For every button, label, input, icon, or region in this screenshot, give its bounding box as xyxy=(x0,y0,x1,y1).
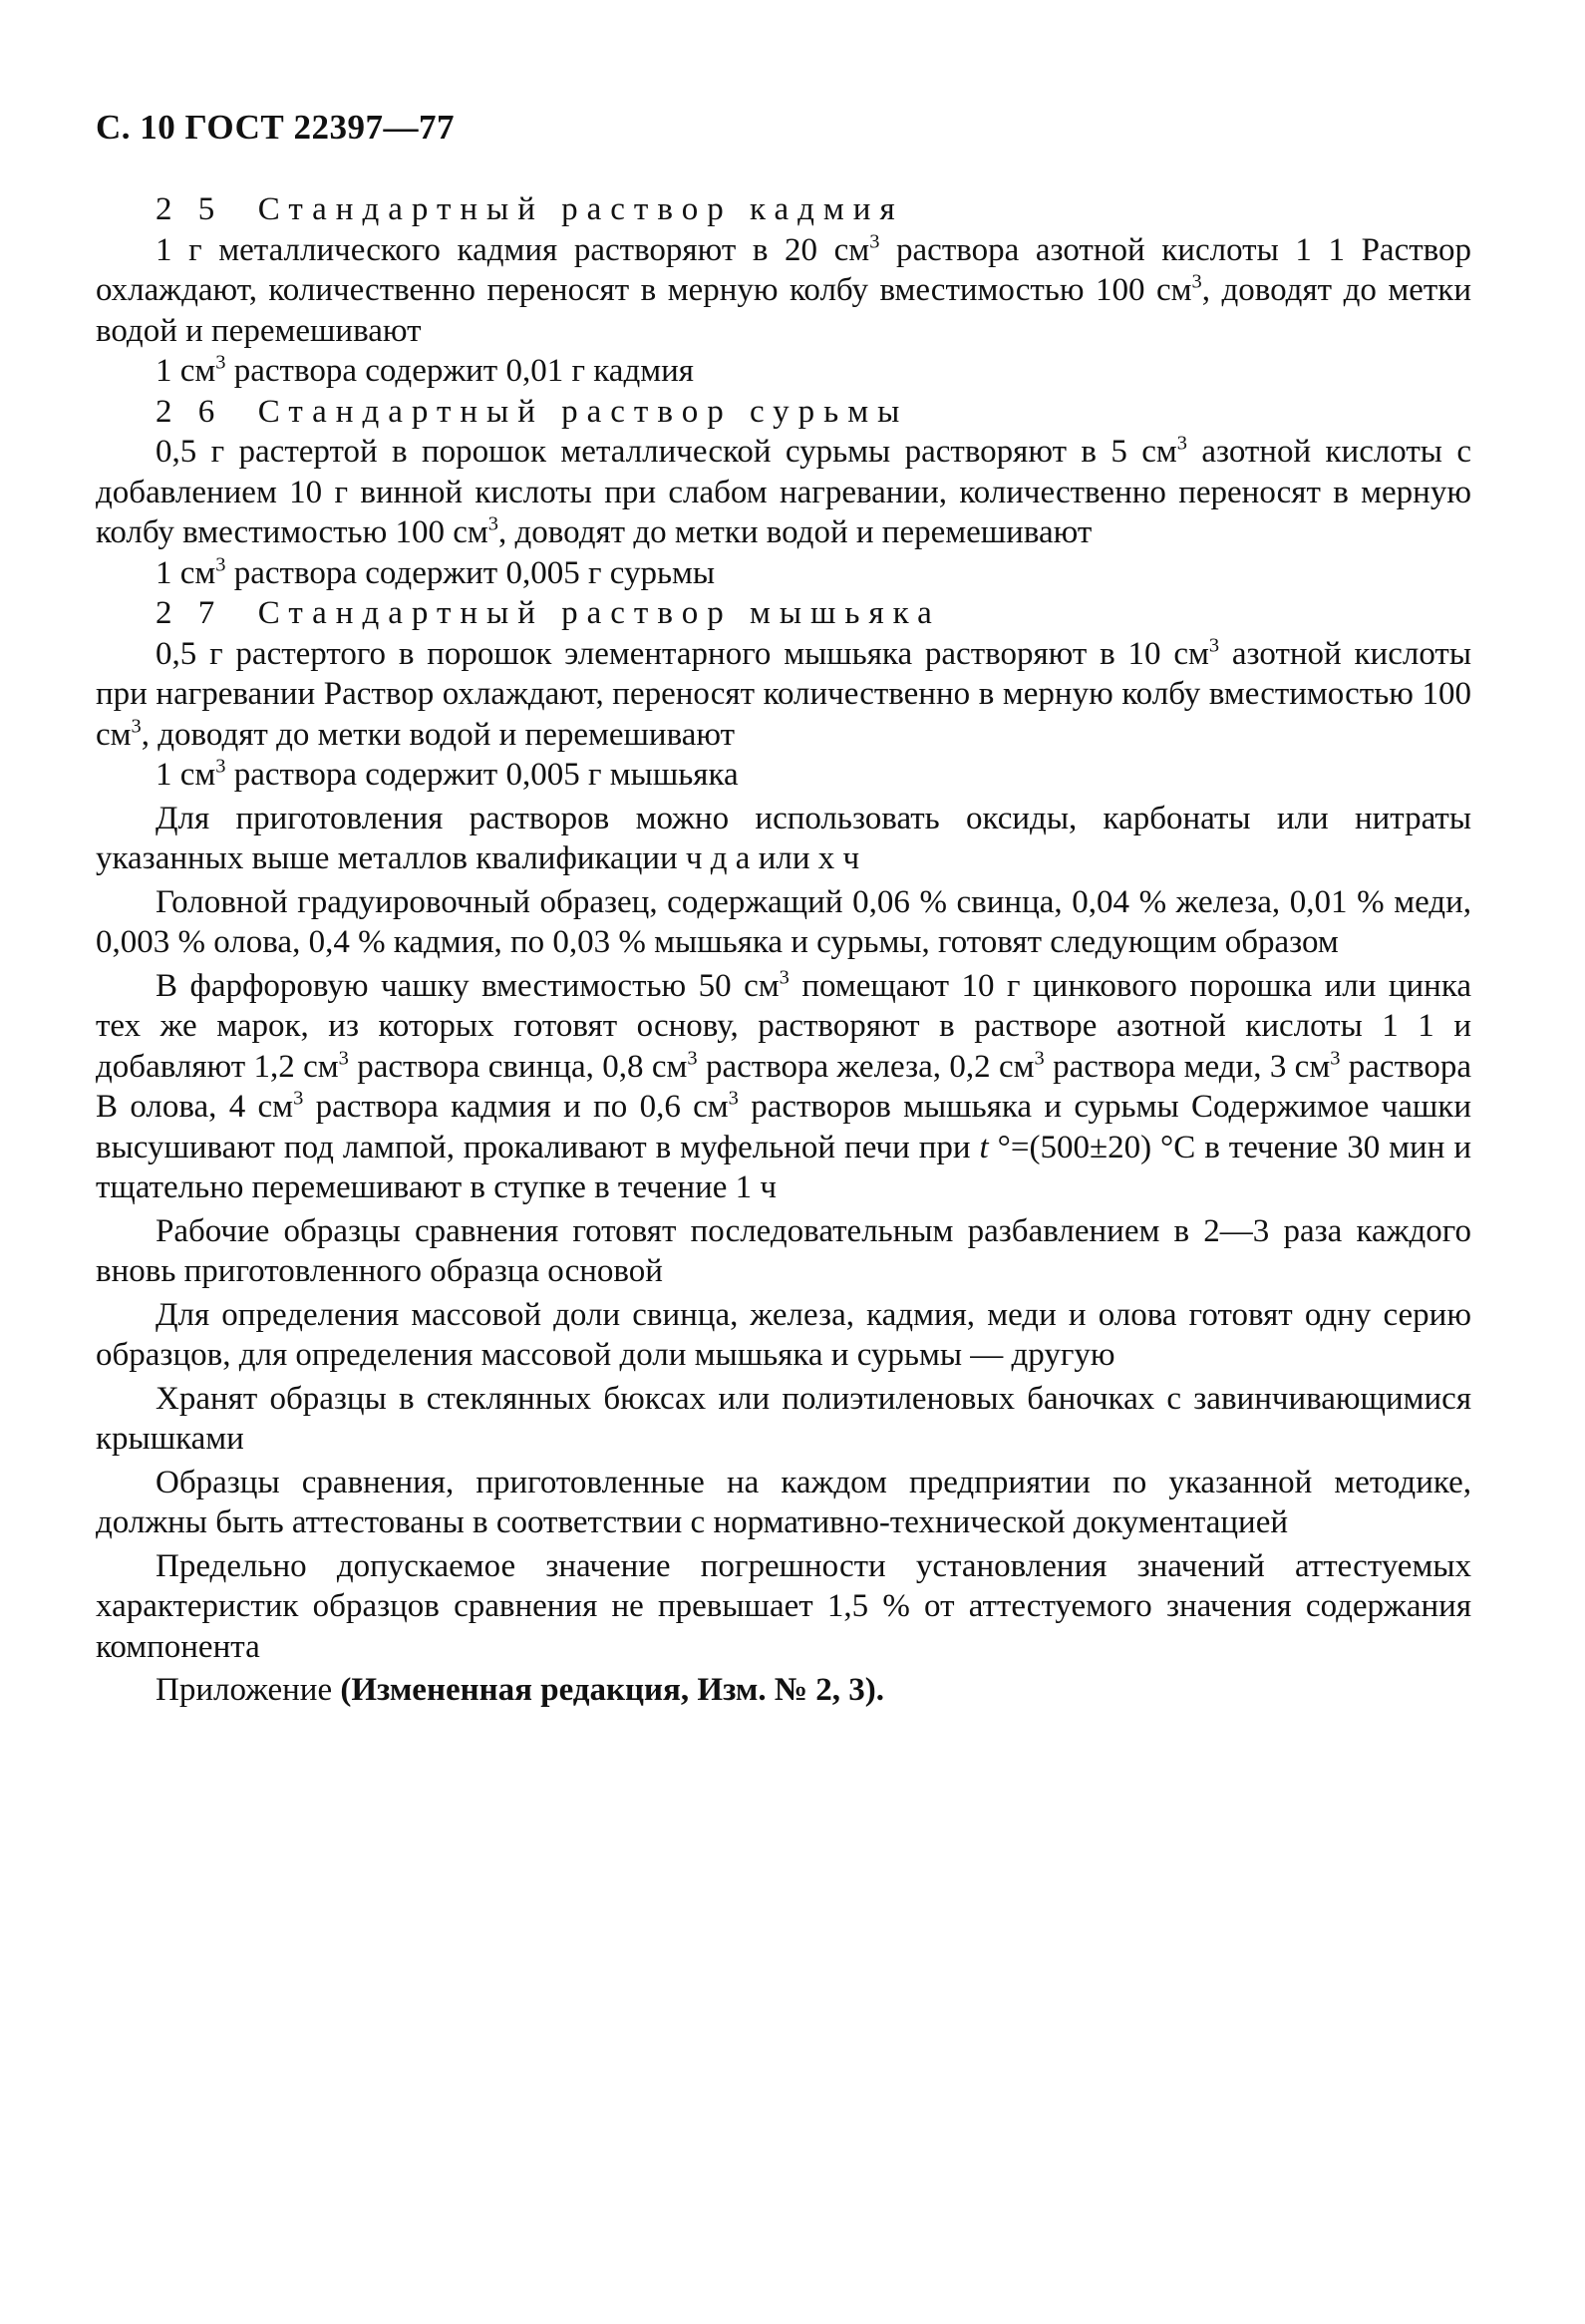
superscript: 3 xyxy=(728,1087,739,1110)
text-run: азотной кислоты с добавлением 10 г винной кислоты при слабом нагревании, количественно переносят в мерную колбу вместимостью 100 см xyxy=(96,434,1471,550)
text-run: 1 см xyxy=(156,353,216,389)
paragraph-storage: Хранят образцы в стеклянных бюксах или полиэтиленовых баночках с завинчивающимися крышками xyxy=(96,1380,1471,1457)
text-run: 0,5 г растертой в порошок металлической сурьмы растворяют в 5 см xyxy=(156,434,1177,470)
superscript: 3 xyxy=(215,552,226,575)
text-run: 1 см xyxy=(156,554,216,591)
text-run: раствора кадмия и по 0,6 см xyxy=(303,1089,729,1125)
paragraph-head-sample: Головной градуировочный образец, содержащий 0,06 % свинца, 0,04 % железа, 0,01 % меди, 0,003 % олова, 0,4 % кадмия, по 0,03 % мышьяка и сурьмы, готовят следующим образом xyxy=(96,883,1471,960)
paragraph xyxy=(96,755,1471,796)
superscript: 3 xyxy=(869,229,880,252)
section-title: Стандартный раствор сурьмы xyxy=(257,393,909,430)
text-run: растворов мышьяка и сурьмы Содержимое чашки высушивают под лампой, прокаливают в муфельной печи при xyxy=(96,1089,1472,1165)
section-number: 2 7 xyxy=(156,595,224,631)
superscript: 3 xyxy=(1208,633,1220,656)
section-number: 2 6 xyxy=(156,393,224,430)
text-run: раствора содержит 0,01 г кадмия xyxy=(225,353,694,389)
superscript: 3 xyxy=(779,965,790,988)
paragraph xyxy=(96,351,1471,392)
text-run: раствора азотной кислоты 1 1 Раствор охлаждают, количественно переносят в мерную колбу вместимостью 100 см xyxy=(96,231,1472,308)
superscript: 3 xyxy=(1191,270,1202,293)
section-heading-2-7 xyxy=(96,593,1471,634)
superscript: 3 xyxy=(215,351,226,374)
paragraph-series: Для определения массовой доли свинца, железа, кадмия, меди и олова готовят одну серию образцов, для определения массовой доли мышьяка и сурьмы — другую xyxy=(96,1296,1471,1373)
paragraph-oxides: Для приготовления растворов можно использовать оксиды, карбонаты или нитраты указанных выше металлов квалификации ч д а или х ч xyxy=(96,800,1471,876)
paragraph-working-samples: Рабочие образцы сравнения готовят последовательным разбавлением в 2—3 раза каждого вновь приготовленного образца основой xyxy=(96,1212,1471,1289)
text-run: Приложение xyxy=(156,1672,341,1708)
superscript: 3 xyxy=(215,755,226,778)
paragraph xyxy=(96,634,1471,756)
text-run: раствора железа, 0,2 см xyxy=(697,1048,1035,1085)
superscript: 3 xyxy=(1176,432,1187,455)
text-run: , доводят до метки водой и перемешивают xyxy=(141,716,736,753)
text-run: раствора содержит 0,005 г сурьмы xyxy=(225,554,716,591)
amendment-note: (Измененная редакция, Изм. № 2, 3). xyxy=(340,1672,884,1708)
superscript: 3 xyxy=(293,1087,304,1110)
text-run: азотной кислоты при нагревании Раствор охлаждают, переносят количественно в мерную колбу вместимостью 100 см xyxy=(96,635,1471,753)
paragraph xyxy=(96,432,1471,553)
text-run: , доводят до метки водой и перемешивают xyxy=(498,514,1093,550)
paragraph xyxy=(96,230,1471,352)
paragraph-error: Предельно допускаемое значение погрешности установления значений аттестуемых характеристик образцов сравнения не превышает 1,5 % от аттестуемого значения содержания компонента xyxy=(96,1547,1471,1665)
text-run: раствора содержит 0,005 г мышьяка xyxy=(225,757,739,793)
document-body xyxy=(96,189,1471,1711)
temperature-symbol: t xyxy=(979,1129,989,1165)
section-heading-2-5 xyxy=(96,189,1471,230)
superscript: 3 xyxy=(687,1046,698,1069)
text-run: °=(500±20) °С в течение 30 мин и тщательно перемешивают в ступке в течение 1 ч xyxy=(96,1129,1471,1205)
text-run: 0,5 г растертого в порошок элементарного мышьяка растворяют в 10 см xyxy=(156,635,1209,672)
text-run: 1 г металлического кадмия растворяют в 20 см xyxy=(156,231,870,268)
page-header: С. 10 ГОСТ 22397—77 xyxy=(96,108,455,147)
text-run: 1 см xyxy=(156,757,216,793)
superscript: 3 xyxy=(1330,1046,1341,1069)
superscript: 3 xyxy=(487,512,498,535)
section-title: Стандартный раствор мышьяка xyxy=(257,595,941,631)
superscript: 3 xyxy=(338,1046,349,1069)
text-run: раствора свинца, 0,8 см xyxy=(348,1048,688,1085)
section-number: 2 5 xyxy=(156,191,224,227)
section-title: Стандартный раствор кадмия xyxy=(257,191,904,227)
paragraph-appendix-note xyxy=(96,1670,1471,1711)
paragraph xyxy=(96,553,1471,594)
text-run: раствора меди, 3 см xyxy=(1044,1048,1331,1085)
section-heading-2-6 xyxy=(96,392,1471,433)
text-run: раствора В олова, 4 см xyxy=(96,1048,1471,1125)
superscript: 3 xyxy=(1034,1046,1045,1069)
paragraph-certified: Образцы сравнения, приготовленные на каждом предприятии по указанной методике, должны быть аттестованы в соответствии с нормативно-технической документацией xyxy=(96,1464,1471,1540)
superscript: 3 xyxy=(131,714,142,737)
text-run: помещают 10 г цинкового порошка или цинка тех же марок, из которых готовят основу, растворяют в растворе азотной кислоты 1 1 и добавляют 1,2 см xyxy=(96,967,1471,1085)
paragraph-preparation xyxy=(96,966,1471,1208)
text-run: , доводят до метки водой и перемешивают xyxy=(96,272,1471,349)
text-run: В фарфоровую чашку вместимостью 50 см xyxy=(156,967,780,1004)
